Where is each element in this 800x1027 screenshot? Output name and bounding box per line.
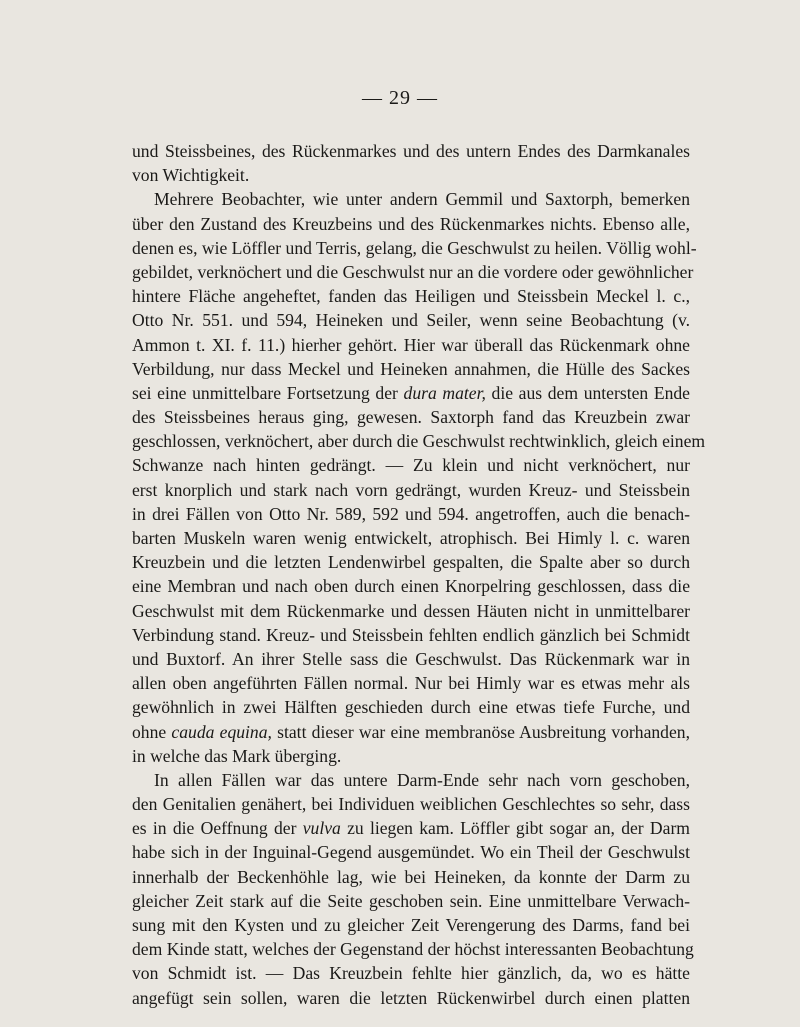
text-line: Verbildung, nur dass Meckel und Heineken annahmen, die Hülle des Sackes: [132, 358, 690, 379]
text-segment: statt dieser war eine membranöse Ausbreitung vorhanden,: [271, 721, 690, 742]
text-line: Geschwulst mit dem Rückenmarke und dessen Häuten nicht in unmittelbarer: [132, 600, 690, 621]
body-text: [132, 139, 706, 1010]
text-line: In allen Fällen war das untere Darm-Ende sehr nach vorn geschoben,: [154, 769, 690, 790]
text-line: eine Membran und nach oben durch einen Knorpelring geschlossen, dass die: [132, 576, 690, 597]
text-line: gebildet, verknöchert und die Geschwulst nur an die vordere oder gewöhnlicher: [132, 261, 694, 282]
text-line: des Steissbeines heraus ging, gewesen. Saxtorph fand das Kreuzbein zwar: [132, 407, 690, 428]
text-line: von Schmidt ist. — Das Kreuzbein fehlte hier gänzlich, da, wo es hätte: [132, 963, 690, 984]
text-line: in welche das Mark überging.: [132, 745, 342, 766]
italic-term: cauda equina,: [171, 721, 272, 742]
text-line: Kreuzbein und die letzten Lendenwirbel gespalten, die Spalte aber so durch: [132, 552, 690, 573]
text-line: den Genitalien genähert, bei Individuen weiblichen Geschlechtes so sehr, dass: [132, 794, 690, 815]
text-segment: zu liegen kam. Löffler gibt sogar an, der Darm: [340, 818, 690, 839]
text-line: [132, 816, 690, 840]
text-line: barten Muskeln waren wenig entwickelt, atrophisch. Bei Himly l. c. waren: [132, 528, 690, 548]
italic-term: vulva: [302, 818, 341, 839]
text-line: Schwanze nach hinten gedrängt. — Zu klein und nicht verknöchert, nur: [132, 455, 690, 476]
text-line: angefügt sein sollen, waren die letzten Rückenwirbel durch einen platten: [132, 987, 690, 1008]
text-segment: die aus dem untersten Ende: [485, 382, 690, 403]
text-line: denen es, wie Löffler und Terris, gelang, die Geschwulst zu heilen. Völlig wohl-: [132, 237, 697, 258]
text-line: Verbindung stand. Kreuz- und Steissbein fehlten endlich gänzlich bei Schmidt: [132, 624, 690, 645]
text-line: und Buxtorf. An ihrer Stelle sass die Geschwulst. Das Rückenmark war in: [132, 648, 690, 669]
text-segment: ohne: [132, 721, 172, 742]
text-line: Mehrere Beobachter, wie unter andern Gemmil und Saxtorph, bemerken: [154, 189, 690, 210]
text-line: [132, 381, 690, 405]
text-line: habe sich in der Inguinal-Gegend ausgemündet. Wo ein Theil der Geschwulst: [132, 842, 690, 863]
text-line: gleicher Zeit stark auf die Seite geschoben sein. Eine unmittelbare Verwach-: [132, 890, 690, 911]
text-segment: es in die Oeffnung der: [132, 818, 303, 839]
page-number: — 29 —: [362, 87, 438, 109]
text-line: allen oben angeführten Fällen normal. Nur bei Himly war es etwas mehr als: [132, 673, 690, 694]
text-line: erst knorplich und stark nach vorn gedrängt, wurden Kreuz- und Steissbein: [132, 479, 690, 500]
text-line: hintere Fläche angeheftet, fanden das Heiligen und Steissbein Meckel l. c.,: [132, 286, 690, 307]
text-line: innerhalb der Beckenhöhle lag, wie bei Heineken, da konnte der Darm zu: [132, 866, 690, 887]
text-line: und Steissbeines, des Rückenmarkes und des untern Endes des Darmkanales: [132, 141, 690, 161]
text-line: über den Zustand des Kreuzbeins und des Rückenmarkes nichts. Ebenso alle,: [132, 213, 690, 234]
text-line: von Wichtigkeit.: [132, 165, 250, 186]
text-line: gewöhnlich in zwei Hälften geschieden durch eine etwas tiefe Furche, und: [132, 697, 690, 718]
italic-term: dura mater,: [403, 382, 486, 403]
text-line: geschlossen, verknöchert, aber durch die Geschwulst rechtwinklich, gleich einem: [132, 431, 706, 452]
text-line: Ammon t. XI. f. 11.) hierher gehört. Hier war überall das Rückenmark ohne: [132, 334, 690, 355]
text-segment: sei eine unmittelbare Fortsetzung der: [132, 382, 404, 403]
text-line: [132, 720, 690, 744]
text-line: Otto Nr. 551. und 594, Heineken und Seiler, wenn seine Beobachtung (v.: [132, 310, 690, 331]
text-line: dem Kinde statt, welches der Gegenstand der höchst interessanten Beobachtung: [132, 939, 694, 960]
text-line: sung mit den Kysten und zu gleicher Zeit Verengerung des Darms, fand bei: [132, 915, 690, 935]
text-line: in drei Fällen von Otto Nr. 589, 592 und 594. angetroffen, auch die benach-: [132, 503, 690, 524]
